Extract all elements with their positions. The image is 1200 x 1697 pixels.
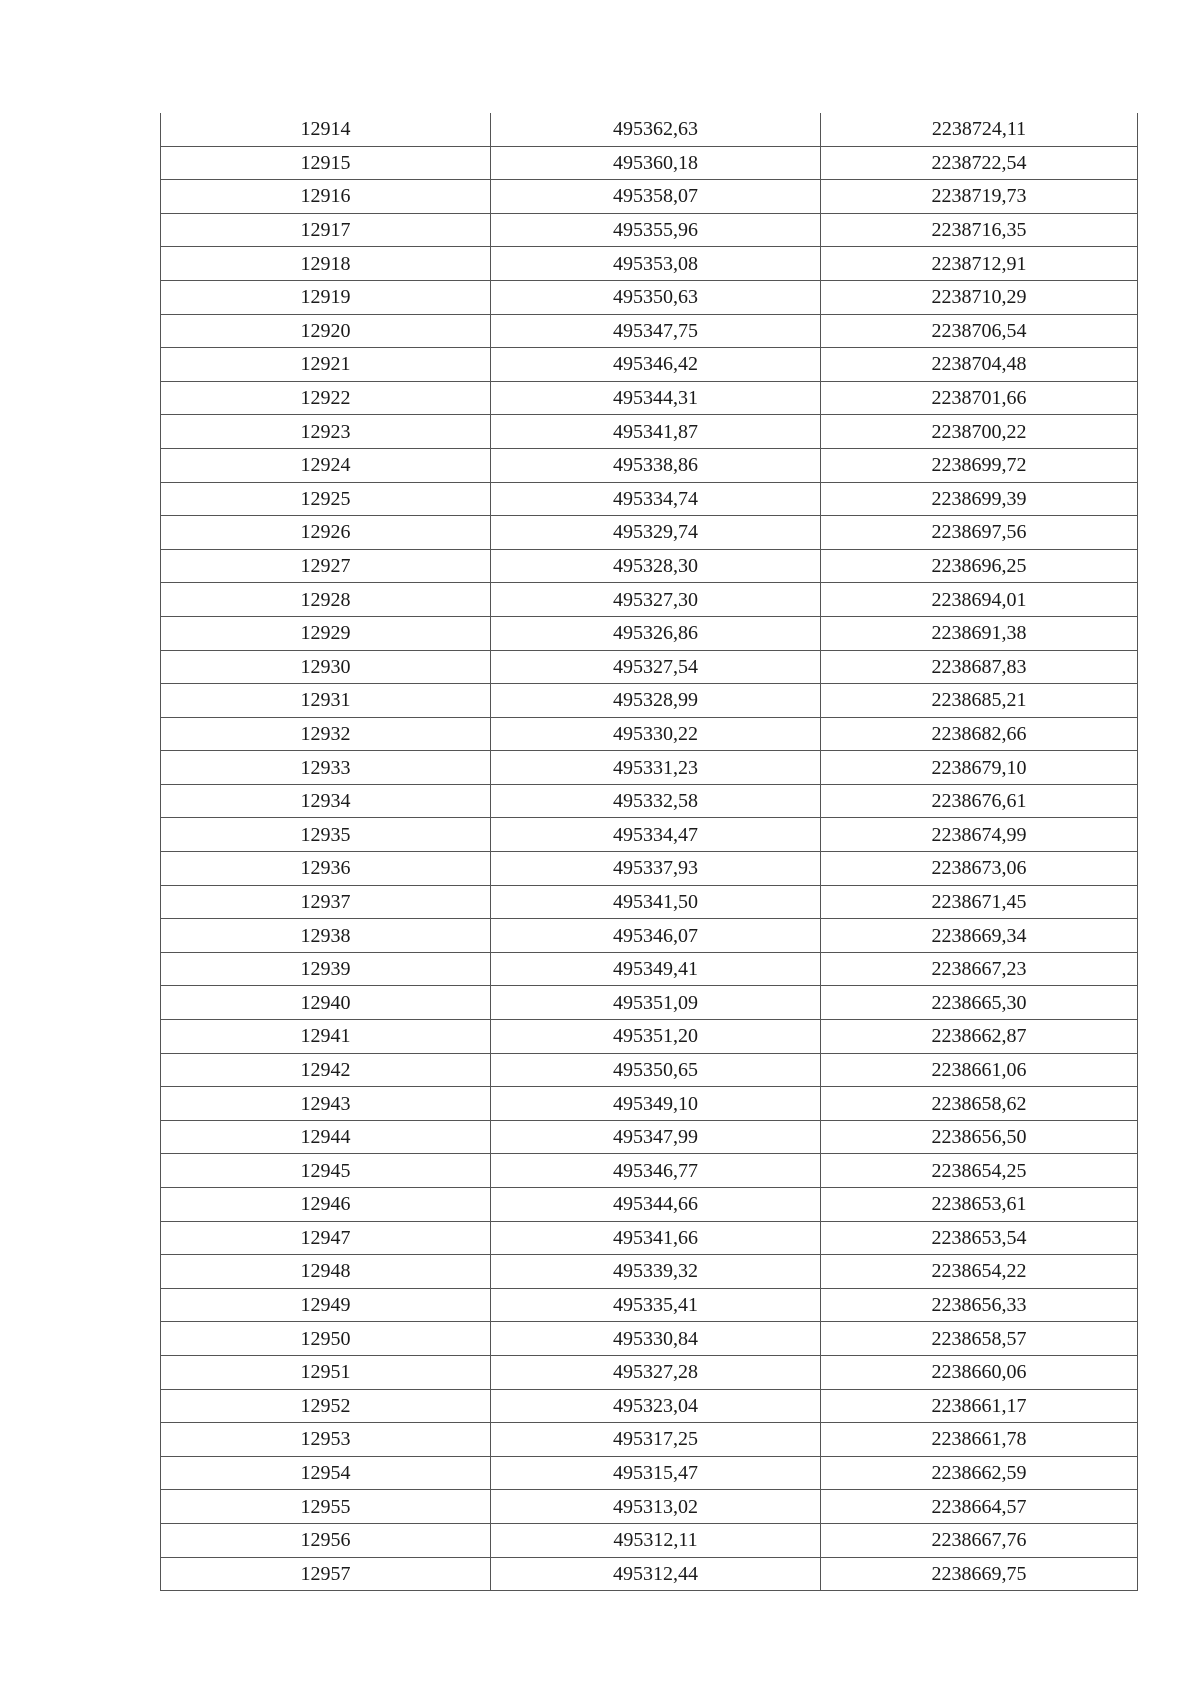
x-coordinate-cell: 495330,84 [491, 1322, 821, 1356]
point-number-cell: 12919 [161, 280, 491, 314]
x-coordinate-cell: 495335,41 [491, 1288, 821, 1322]
y-coordinate-cell: 2238658,62 [821, 1087, 1138, 1121]
x-coordinate-cell: 495312,44 [491, 1557, 821, 1591]
x-coordinate-cell: 495346,42 [491, 348, 821, 382]
point-number-cell: 12922 [161, 381, 491, 415]
x-coordinate-cell: 495339,32 [491, 1255, 821, 1289]
point-number-cell: 12948 [161, 1255, 491, 1289]
y-coordinate-cell: 2238679,10 [821, 751, 1138, 785]
y-coordinate-cell: 2238687,83 [821, 650, 1138, 684]
point-number-cell: 12933 [161, 751, 491, 785]
x-coordinate-cell: 495327,28 [491, 1355, 821, 1389]
x-coordinate-cell: 495347,75 [491, 314, 821, 348]
point-number-cell: 12930 [161, 650, 491, 684]
x-coordinate-cell: 495334,47 [491, 818, 821, 852]
x-coordinate-cell: 495338,86 [491, 448, 821, 482]
point-number-cell: 12953 [161, 1423, 491, 1457]
table-row [161, 583, 1138, 617]
y-coordinate-cell: 2238682,66 [821, 717, 1138, 751]
point-number-cell: 12923 [161, 415, 491, 449]
x-coordinate-cell: 495358,07 [491, 180, 821, 214]
coordinates-table [160, 113, 1138, 1591]
point-number-cell: 12916 [161, 180, 491, 214]
point-number-cell: 12944 [161, 1120, 491, 1154]
table-row [161, 1020, 1138, 1054]
y-coordinate-cell: 2238660,06 [821, 1355, 1138, 1389]
x-coordinate-cell: 495332,58 [491, 784, 821, 818]
x-coordinate-cell: 495344,66 [491, 1188, 821, 1222]
x-coordinate-cell: 495350,65 [491, 1053, 821, 1087]
table-row [161, 1288, 1138, 1322]
x-coordinate-cell: 495331,23 [491, 751, 821, 785]
x-coordinate-cell: 495329,74 [491, 516, 821, 550]
point-number-cell: 12915 [161, 146, 491, 180]
y-coordinate-cell: 2238671,45 [821, 885, 1138, 919]
table-row [161, 1389, 1138, 1423]
point-number-cell: 12917 [161, 213, 491, 247]
table-row [161, 751, 1138, 785]
y-coordinate-cell: 2238699,72 [821, 448, 1138, 482]
point-number-cell: 12943 [161, 1087, 491, 1121]
table-row [161, 1120, 1138, 1154]
point-number-cell: 12957 [161, 1557, 491, 1591]
x-coordinate-cell: 495350,63 [491, 280, 821, 314]
x-coordinate-cell: 495346,77 [491, 1154, 821, 1188]
y-coordinate-cell: 2238706,54 [821, 314, 1138, 348]
point-number-cell: 12927 [161, 549, 491, 583]
table-row [161, 684, 1138, 718]
y-coordinate-cell: 2238664,57 [821, 1490, 1138, 1524]
table-row [161, 348, 1138, 382]
table-row [161, 952, 1138, 986]
point-number-cell: 12942 [161, 1053, 491, 1087]
y-coordinate-cell: 2238694,01 [821, 583, 1138, 617]
table-row [161, 650, 1138, 684]
table-row [161, 919, 1138, 953]
y-coordinate-cell: 2238661,78 [821, 1423, 1138, 1457]
x-coordinate-cell: 495317,25 [491, 1423, 821, 1457]
y-coordinate-cell: 2238676,61 [821, 784, 1138, 818]
y-coordinate-cell: 2238669,34 [821, 919, 1138, 953]
table-row [161, 1188, 1138, 1222]
y-coordinate-cell: 2238658,57 [821, 1322, 1138, 1356]
point-number-cell: 12954 [161, 1456, 491, 1490]
x-coordinate-cell: 495355,96 [491, 213, 821, 247]
point-number-cell: 12934 [161, 784, 491, 818]
y-coordinate-cell: 2238716,35 [821, 213, 1138, 247]
x-coordinate-cell: 495323,04 [491, 1389, 821, 1423]
point-number-cell: 12951 [161, 1355, 491, 1389]
point-number-cell: 12935 [161, 818, 491, 852]
point-number-cell: 12952 [161, 1389, 491, 1423]
point-number-cell: 12924 [161, 448, 491, 482]
point-number-cell: 12946 [161, 1188, 491, 1222]
point-number-cell: 12926 [161, 516, 491, 550]
point-number-cell: 12921 [161, 348, 491, 382]
table-row [161, 1523, 1138, 1557]
x-coordinate-cell: 495349,10 [491, 1087, 821, 1121]
table-row [161, 146, 1138, 180]
y-coordinate-cell: 2238662,87 [821, 1020, 1138, 1054]
y-coordinate-cell: 2238661,17 [821, 1389, 1138, 1423]
x-coordinate-cell: 495353,08 [491, 247, 821, 281]
table-row [161, 1322, 1138, 1356]
x-coordinate-cell: 495341,66 [491, 1221, 821, 1255]
table-row [161, 381, 1138, 415]
table-row [161, 516, 1138, 550]
y-coordinate-cell: 2238654,22 [821, 1255, 1138, 1289]
point-number-cell: 12929 [161, 616, 491, 650]
y-coordinate-cell: 2238697,56 [821, 516, 1138, 550]
coordinates-table-body [161, 113, 1138, 1591]
y-coordinate-cell: 2238722,54 [821, 146, 1138, 180]
point-number-cell: 12928 [161, 583, 491, 617]
x-coordinate-cell: 495313,02 [491, 1490, 821, 1524]
y-coordinate-cell: 2238704,48 [821, 348, 1138, 382]
y-coordinate-cell: 2238699,39 [821, 482, 1138, 516]
x-coordinate-cell: 495327,54 [491, 650, 821, 684]
table-row [161, 1221, 1138, 1255]
table-row [161, 784, 1138, 818]
table-row [161, 213, 1138, 247]
y-coordinate-cell: 2238719,73 [821, 180, 1138, 214]
point-number-cell: 12947 [161, 1221, 491, 1255]
y-coordinate-cell: 2238665,30 [821, 986, 1138, 1020]
x-coordinate-cell: 495341,50 [491, 885, 821, 919]
table-row [161, 482, 1138, 516]
x-coordinate-cell: 495330,22 [491, 717, 821, 751]
point-number-cell: 12956 [161, 1523, 491, 1557]
table-row [161, 280, 1138, 314]
x-coordinate-cell: 495362,63 [491, 113, 821, 146]
point-number-cell: 12938 [161, 919, 491, 953]
x-coordinate-cell: 495334,74 [491, 482, 821, 516]
point-number-cell: 12936 [161, 852, 491, 886]
x-coordinate-cell: 495346,07 [491, 919, 821, 953]
x-coordinate-cell: 495328,30 [491, 549, 821, 583]
y-coordinate-cell: 2238724,11 [821, 113, 1138, 146]
table-row [161, 1456, 1138, 1490]
x-coordinate-cell: 495341,87 [491, 415, 821, 449]
table-row [161, 314, 1138, 348]
table-row [161, 616, 1138, 650]
y-coordinate-cell: 2238661,06 [821, 1053, 1138, 1087]
y-coordinate-cell: 2238712,91 [821, 247, 1138, 281]
y-coordinate-cell: 2238662,59 [821, 1456, 1138, 1490]
x-coordinate-cell: 495315,47 [491, 1456, 821, 1490]
table-row [161, 113, 1138, 146]
point-number-cell: 12914 [161, 113, 491, 146]
y-coordinate-cell: 2238667,23 [821, 952, 1138, 986]
y-coordinate-cell: 2238700,22 [821, 415, 1138, 449]
x-coordinate-cell: 495337,93 [491, 852, 821, 886]
y-coordinate-cell: 2238674,99 [821, 818, 1138, 852]
table-row [161, 1355, 1138, 1389]
x-coordinate-cell: 495347,99 [491, 1120, 821, 1154]
table-row [161, 885, 1138, 919]
x-coordinate-cell: 495326,86 [491, 616, 821, 650]
table-row [161, 549, 1138, 583]
point-number-cell: 12937 [161, 885, 491, 919]
y-coordinate-cell: 2238653,54 [821, 1221, 1138, 1255]
point-number-cell: 12939 [161, 952, 491, 986]
point-number-cell: 12925 [161, 482, 491, 516]
point-number-cell: 12949 [161, 1288, 491, 1322]
table-row [161, 986, 1138, 1020]
table-row [161, 1154, 1138, 1188]
point-number-cell: 12950 [161, 1322, 491, 1356]
point-number-cell: 12918 [161, 247, 491, 281]
table-row [161, 717, 1138, 751]
table-row [161, 180, 1138, 214]
x-coordinate-cell: 495328,99 [491, 684, 821, 718]
y-coordinate-cell: 2238654,25 [821, 1154, 1138, 1188]
x-coordinate-cell: 495351,09 [491, 986, 821, 1020]
y-coordinate-cell: 2238691,38 [821, 616, 1138, 650]
y-coordinate-cell: 2238667,76 [821, 1523, 1138, 1557]
y-coordinate-cell: 2238656,33 [821, 1288, 1138, 1322]
table-row [161, 1423, 1138, 1457]
table-row [161, 448, 1138, 482]
point-number-cell: 12931 [161, 684, 491, 718]
table-row [161, 1087, 1138, 1121]
x-coordinate-cell: 495351,20 [491, 1020, 821, 1054]
point-number-cell: 12945 [161, 1154, 491, 1188]
y-coordinate-cell: 2238685,21 [821, 684, 1138, 718]
table-row [161, 1053, 1138, 1087]
point-number-cell: 12955 [161, 1490, 491, 1524]
table-row [161, 1490, 1138, 1524]
point-number-cell: 12920 [161, 314, 491, 348]
point-number-cell: 12940 [161, 986, 491, 1020]
x-coordinate-cell: 495327,30 [491, 583, 821, 617]
x-coordinate-cell: 495349,41 [491, 952, 821, 986]
y-coordinate-cell: 2238669,75 [821, 1557, 1138, 1591]
y-coordinate-cell: 2238653,61 [821, 1188, 1138, 1222]
y-coordinate-cell: 2238710,29 [821, 280, 1138, 314]
y-coordinate-cell: 2238701,66 [821, 381, 1138, 415]
table-row [161, 247, 1138, 281]
x-coordinate-cell: 495312,11 [491, 1523, 821, 1557]
table-row [161, 852, 1138, 886]
y-coordinate-cell: 2238673,06 [821, 852, 1138, 886]
y-coordinate-cell: 2238696,25 [821, 549, 1138, 583]
table-row [161, 415, 1138, 449]
table-row [161, 1255, 1138, 1289]
x-coordinate-cell: 495344,31 [491, 381, 821, 415]
x-coordinate-cell: 495360,18 [491, 146, 821, 180]
y-coordinate-cell: 2238656,50 [821, 1120, 1138, 1154]
table-row [161, 1557, 1138, 1591]
point-number-cell: 12941 [161, 1020, 491, 1054]
point-number-cell: 12932 [161, 717, 491, 751]
table-row [161, 818, 1138, 852]
